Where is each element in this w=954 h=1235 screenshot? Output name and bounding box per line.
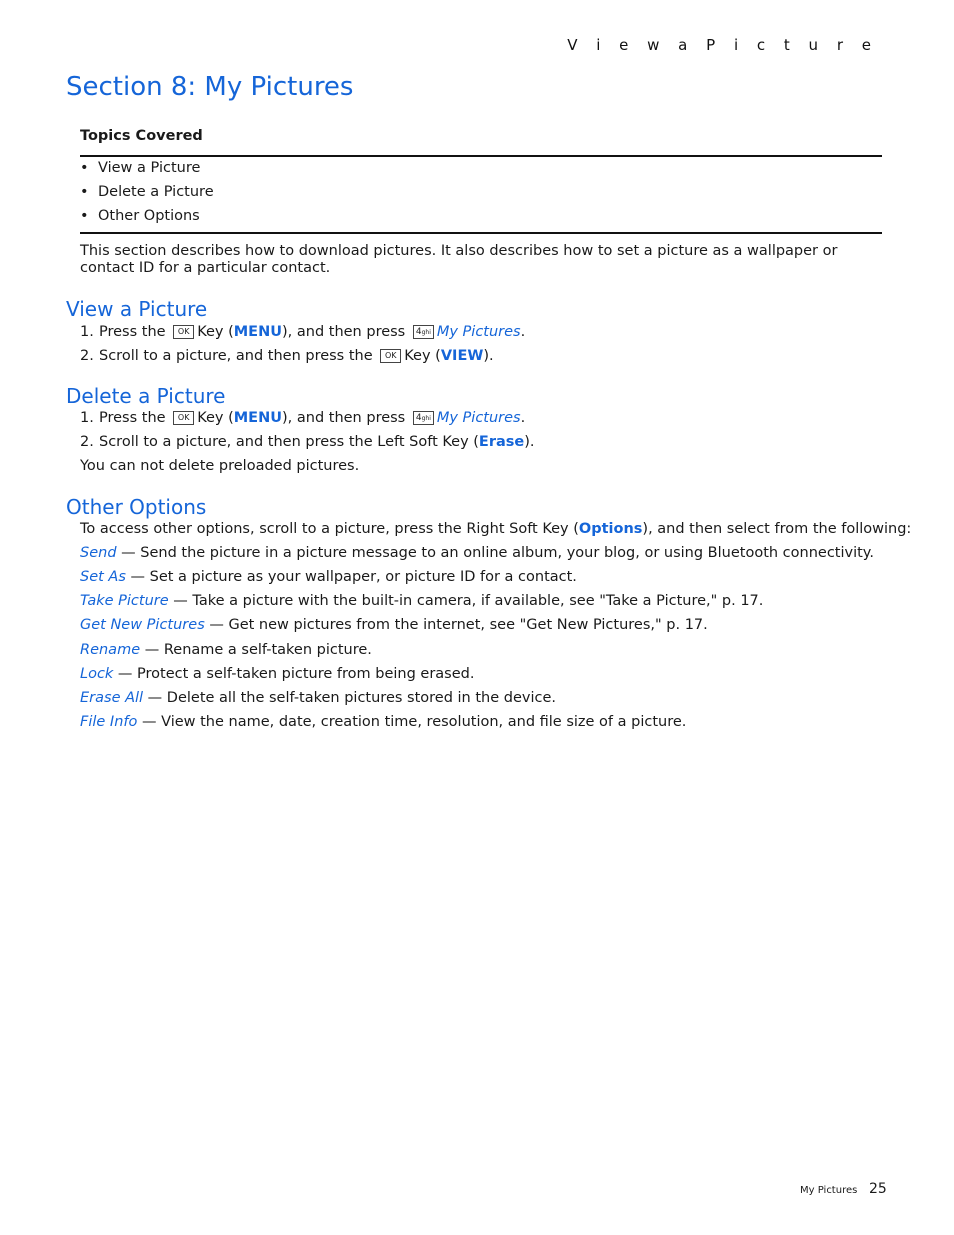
option-item-lock: Lock — Protect a self-taken picture from being erased.	[80, 666, 475, 682]
other-options-intro: To access other options, scroll to a picture, press the Right Soft Key (Options), and then select from the following:	[80, 521, 912, 537]
topics-top-rule	[80, 155, 882, 157]
option-item-file-info: File Info — View the name, date, creation time, resolution, and file size of a picture.	[80, 714, 687, 730]
page-number: 25	[869, 1181, 887, 1197]
bullet-icon: •	[80, 184, 89, 200]
delete-step-2: 2. Scroll to a picture, and then press the Left Soft Key (Erase).	[80, 434, 535, 450]
delete-note: You can not delete preloaded pictures.	[80, 458, 360, 474]
four-key-icon: 4ghi	[413, 325, 434, 339]
view-step-1: 1. Press the OK Key (MENU), and then press 4ghi My Pictures.	[80, 324, 526, 340]
four-key-icon: 4ghi	[413, 411, 434, 425]
intro-paragraph: This section describes how to download pictures. It also describes how to set a picture as a wallpaper or contact ID for a particular contact.	[80, 243, 838, 276]
ok-key-icon: OK	[173, 411, 194, 425]
option-item-set-as: Set As — Set a picture as your wallpaper, or picture ID for a contact.	[80, 569, 577, 585]
option-item-send: Send — Send the picture in a picture message to an online album, your blog, or using Bluetooth connectivity.	[80, 545, 874, 561]
topics-list-item: • View a Picture	[80, 160, 201, 176]
running-header: V i e w a P i c t u r e	[567, 36, 878, 54]
ok-key-icon: OK	[380, 349, 401, 363]
topics-heading: Topics Covered	[80, 128, 203, 144]
option-item-take-picture: Take Picture — Take a picture with the built-in camera, if available, see "Take a Picture," p. 17.	[80, 593, 764, 609]
option-item-get-new-pictures: Get New Pictures — Get new pictures from the internet, see "Get New Pictures," p. 17.	[80, 617, 708, 633]
ok-key-icon: OK	[173, 325, 194, 339]
bullet-icon: •	[80, 208, 89, 224]
topics-list	[80, 158, 214, 230]
section-title: Section 8: My Pictures	[66, 72, 354, 102]
footer-section-label: My Pictures	[800, 1185, 858, 1196]
option-item-erase-all: Erase All — Delete all the self-taken pictures stored in the device.	[80, 690, 556, 706]
view-step-2: 2. Scroll to a picture, and then press the OK Key (VIEW).	[80, 348, 494, 364]
other-options-heading: Other Options	[66, 495, 207, 519]
delete-picture-heading: Delete a Picture	[66, 384, 226, 408]
topics-list-item: • Other Options	[80, 208, 200, 224]
bullet-icon: •	[80, 160, 89, 176]
option-item-rename: Rename — Rename a self-taken picture.	[80, 642, 372, 658]
topics-list-item: • Delete a Picture	[80, 184, 214, 200]
topics-bottom-rule	[80, 232, 882, 234]
view-picture-heading: View a Picture	[66, 297, 208, 321]
delete-step-1: 1. Press the OK Key (MENU), and then press 4ghi My Pictures.	[80, 410, 526, 426]
